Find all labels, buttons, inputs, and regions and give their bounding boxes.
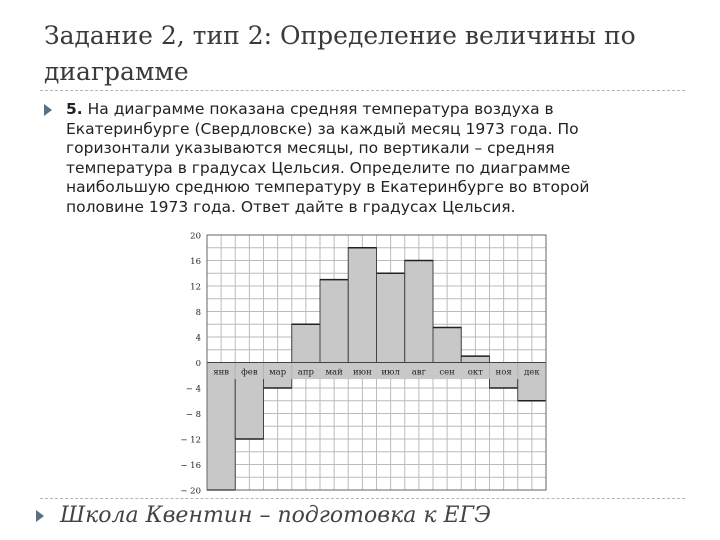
y-tick-label: − 16 (180, 461, 201, 471)
bar-янв (207, 363, 235, 491)
x-tick-label: фев (241, 367, 258, 378)
y-tick-label: 0 (195, 359, 201, 369)
bar-май (320, 280, 348, 363)
x-tick-label: май (325, 367, 343, 378)
bar-июл (377, 273, 405, 362)
y-tick-label: 4 (195, 333, 201, 344)
bar-апр (292, 324, 320, 362)
y-tick-label: 8 (195, 308, 201, 318)
bar-июн (348, 248, 376, 363)
slide-title: Задание 2, тип 2: Определение величины по диаграмме (44, 21, 636, 86)
y-tick-label: 20 (190, 231, 201, 242)
x-tick-label: окт (467, 367, 483, 378)
footer-arrow-icon (36, 510, 44, 522)
bar-окт (461, 356, 489, 362)
x-tick-label: июн (353, 367, 372, 378)
y-tick-label: − 12 (180, 435, 201, 446)
x-tick-label: янв (213, 367, 230, 378)
x-tick-label: ноя (495, 367, 512, 378)
task-body: На диаграмме показана средняя температура воздуха в Екатеринбурге (Свердловске) за каждый месяц 1973 года. По горизонтали указываются месяцы, по вертикали – средняя температура в градусах Цельсия. Определите по диаграмме наибольшую среднюю температуру в Екатеринбурге во второй половине 1973 года. Ответ дайте в градусах Цельсия. (66, 100, 590, 216)
bar-авг (405, 261, 433, 363)
y-tick-label: − 20 (180, 486, 201, 497)
x-tick-label: июл (381, 367, 400, 378)
footer-text: Школа Квентин – подготовка к ЕГЭ (60, 503, 491, 528)
x-tick-label: апр (297, 367, 314, 378)
y-tick-label: 12 (190, 282, 201, 293)
y-tick-label: 16 (190, 257, 201, 267)
x-tick-label: авг (411, 367, 427, 378)
y-tick-label: − 8 (185, 410, 201, 420)
y-tick-label: − 4 (185, 384, 201, 395)
x-tick-label: сен (439, 367, 455, 378)
task-number: 5. (66, 100, 83, 118)
x-tick-label: мар (269, 367, 287, 378)
footer-divider (40, 498, 685, 499)
bar-сен (433, 327, 461, 362)
x-tick-label: дек (524, 367, 540, 378)
